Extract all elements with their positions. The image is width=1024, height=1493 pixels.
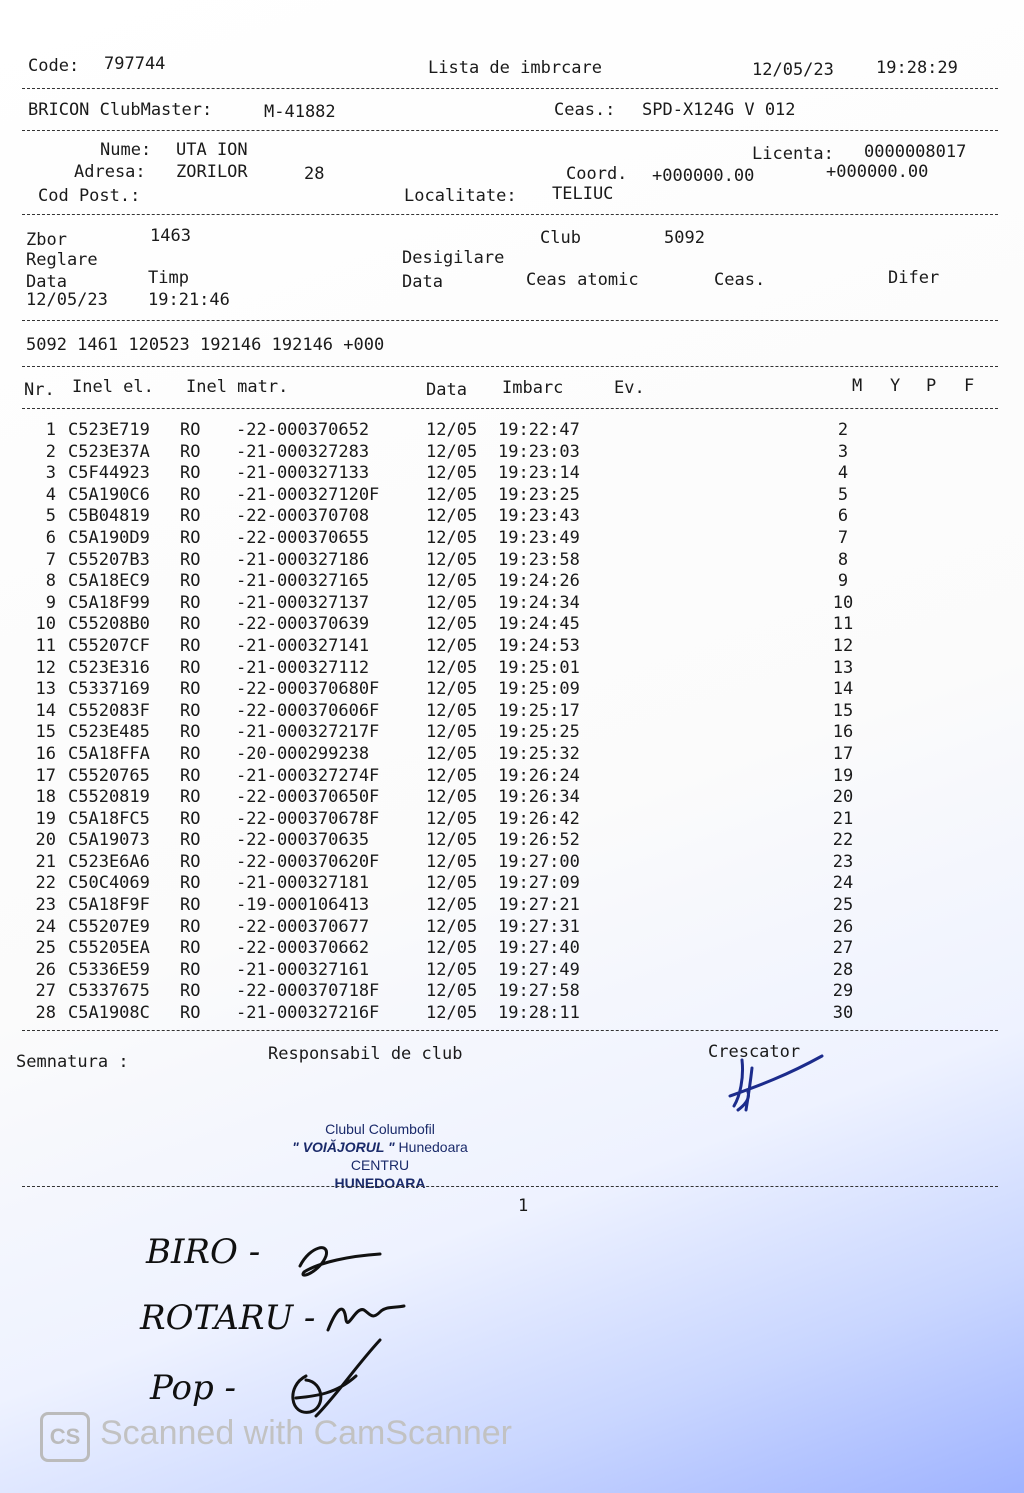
col-inel-el: Inel el. [72,377,154,397]
table-row [28,960,878,982]
electronic-ring: C5A18FC5 [68,808,150,829]
row-number: 22 [35,873,56,894]
table-row [28,766,878,788]
handwritten-signature-3 [276,1336,386,1426]
club-label: Club [540,228,581,248]
country-code: RO [180,592,201,613]
ring-number: -21-000327186 [236,549,370,570]
electronic-ring: C552083F [68,700,150,721]
timp-label: Timp [148,268,189,288]
table-row [28,550,878,572]
position-value: 7 [837,527,849,548]
divider [22,130,998,131]
table-row [28,917,878,939]
arrival-time: 19:27:09 [498,873,580,894]
arrival-date: 12/05 [426,571,478,592]
position-value: 19 [832,765,854,786]
divider [22,366,998,367]
arrival-date: 12/05 [426,441,478,462]
row-number: 2 [45,441,56,462]
country-code: RO [180,527,201,548]
country-code: RO [180,787,201,808]
arrival-date: 12/05 [426,527,478,548]
divider [22,320,998,321]
row-number: 10 [35,614,56,635]
arrival-date: 12/05 [426,851,478,872]
difer-label: Difer [888,268,940,288]
position-value: 30 [832,1003,854,1024]
ring-number: -21-000327283 [236,441,370,462]
coord-value-2: +000000.00 [826,162,929,182]
position-value: 14 [832,679,854,700]
table-row [28,938,878,960]
arrival-time: 19:25:09 [498,679,580,700]
country-code: RO [180,851,201,872]
table-row [28,528,878,550]
row-number: 15 [35,722,56,743]
ring-number: -22-000370678F [236,808,380,829]
table-row [28,658,878,680]
ring-number: -21-000327217F [236,722,380,743]
handwritten-biro: BIRO - [146,1232,261,1272]
ring-number: -22-000370655 [236,527,370,548]
table-row [28,420,878,442]
arrival-date: 12/05 [426,614,478,635]
divider [22,88,998,89]
table-row [28,787,878,809]
electronic-ring: C5337675 [68,981,150,1002]
arrival-date: 12/05 [426,657,478,678]
ring-number: -21-000327112 [236,657,370,678]
row-number: 3 [45,463,56,484]
country-code: RO [180,765,201,786]
ceas-label-2: Ceas. [714,270,766,290]
electronic-ring: C55207CF [68,635,150,656]
col-ev: Ev. [614,378,645,398]
coord-value-1: +000000.00 [652,166,755,186]
position-value: 12 [832,635,854,656]
row-number: 7 [45,549,56,570]
ceas-value: SPD-X124G V 012 [642,100,796,120]
row-number: 17 [35,765,56,786]
localitate-value: TELIUC [552,184,614,204]
ring-number: -22-000370650F [236,787,380,808]
nume-label: Nume: [100,140,152,160]
ring-number: -22-000370639 [236,614,370,635]
electronic-ring: C55208B0 [68,614,150,635]
arrival-date: 12/05 [426,830,478,851]
ring-number: -21-000327133 [236,463,370,484]
country-code: RO [180,571,201,592]
code-value: 797744 [104,54,166,74]
header-time: 19:28:29 [876,58,958,78]
table-row [28,722,878,744]
electronic-ring: C5A190D9 [68,527,150,548]
col-nr: Nr. [24,380,55,400]
table-row [28,873,878,895]
position-value: 13 [832,657,854,678]
reglare-label: Reglare [26,250,98,270]
country-code: RO [180,830,201,851]
country-code: RO [180,938,201,959]
ring-number: -21-000327161 [236,959,370,980]
arrival-time: 19:26:52 [498,830,580,851]
row-number: 21 [35,851,56,872]
desigilare-label: Desigilare [402,248,505,268]
code-label: Code: [28,56,80,76]
ceas-label: Ceas.: [554,100,616,120]
arrival-time: 19:23:43 [498,506,580,527]
arrival-time: 19:27:31 [498,916,580,937]
position-value: 10 [832,592,854,613]
adresa-value: ZORILOR [176,162,248,182]
electronic-ring: C523E6A6 [68,851,150,872]
arrival-date: 12/05 [426,808,478,829]
position-value: 8 [837,549,849,570]
electronic-ring: C5A18FFA [68,743,150,764]
adresa-number: 28 [304,164,325,184]
ring-number: -20-000299238 [236,743,370,764]
arrival-date: 12/05 [426,765,478,786]
country-code: RO [180,679,201,700]
arrival-time: 19:27:00 [498,851,580,872]
row-number: 19 [35,808,56,829]
position-value: 6 [837,506,849,527]
arrival-date: 12/05 [426,959,478,980]
col-y: Y [890,376,901,396]
crescator-label: Crescator [708,1042,801,1062]
table-row [28,809,878,831]
ring-number: -22-000370680F [236,679,380,700]
row-number: 28 [35,1003,56,1024]
position-value: 15 [832,700,854,721]
divider [22,214,998,215]
ring-number: -19-000106413 [236,895,370,916]
cod-post-label: Cod Post.: [38,186,141,206]
country-code: RO [180,743,201,764]
country-code: RO [180,916,201,937]
ring-number: -22-000370677 [236,916,370,937]
ring-number: -21-000327165 [236,571,370,592]
row-number: 9 [45,592,56,613]
table-row [28,1003,878,1025]
arrival-time: 19:27:21 [498,895,580,916]
table-row [28,442,878,464]
electronic-ring: C5B04819 [68,506,150,527]
arrival-time: 19:27:40 [498,938,580,959]
arrival-time: 19:27:49 [498,959,580,980]
arrival-date: 12/05 [426,420,478,440]
table-row [28,895,878,917]
electronic-ring: C55207E9 [68,916,150,937]
arrival-time: 19:24:34 [498,592,580,613]
country-code: RO [180,657,201,678]
arrival-time: 19:23:58 [498,549,580,570]
electronic-ring: C55205EA [68,938,150,959]
zbor-value: 1463 [150,226,191,246]
arrival-date: 12/05 [426,463,478,484]
country-code: RO [180,722,201,743]
arrival-time: 19:25:25 [498,722,580,743]
reglare-date: 12/05/23 [26,290,108,310]
electronic-ring: C5A18EC9 [68,571,150,592]
electronic-ring: C5A19073 [68,830,150,851]
country-code: RO [180,808,201,829]
camscanner-logo: CS [40,1412,90,1462]
col-m: M [852,376,863,396]
electronic-ring: C5337169 [68,679,150,700]
row-number: 20 [35,830,56,851]
row-number: 26 [35,959,56,980]
semnatura-label: Semnatura : [16,1052,129,1072]
electronic-ring: C5520819 [68,787,150,808]
document-title: Lista de imbrcare [428,58,602,78]
ring-number: -22-000370620F [236,851,380,872]
responsabil-label: Responsabil de club [268,1044,463,1064]
row-number: 16 [35,743,56,764]
arrival-time: 19:27:58 [498,981,580,1002]
stamp-line-1: Clubul Columbofil [325,1121,435,1137]
arrival-time: 19:23:25 [498,484,580,505]
arrival-date: 12/05 [426,787,478,808]
crescator-signature [712,1048,842,1118]
arrival-date: 12/05 [426,549,478,570]
country-code: RO [180,484,201,505]
country-code: RO [180,873,201,894]
divider [22,1186,998,1187]
zbor-label: Zbor [26,230,67,250]
ring-number: -22-000370635 [236,830,370,851]
stamp-city: Hunedoara [398,1139,468,1155]
club-master-label: BRICON ClubMaster: [28,100,213,120]
row-number: 12 [35,657,56,678]
arrival-date: 12/05 [426,873,478,894]
position-value: 9 [837,571,849,592]
country-code: RO [180,463,201,484]
row-number: 25 [35,938,56,959]
position-value: 27 [832,938,854,959]
header-date: 12/05/23 [752,60,834,80]
row-number: 13 [35,679,56,700]
arrival-time: 19:23:14 [498,463,580,484]
arrival-time: 19:24:26 [498,571,580,592]
stamp-club-name: " VOIĂJORUL " [292,1139,395,1155]
table-row [28,463,878,485]
position-value: 11 [832,614,854,635]
arrival-date: 12/05 [426,700,478,721]
row-number: 8 [45,571,56,592]
country-code: RO [180,895,201,916]
arrival-date: 12/05 [426,484,478,505]
ring-number: -21-000327274F [236,765,380,786]
arrival-date: 12/05 [426,635,478,656]
row-number: 18 [35,787,56,808]
handwritten-pop: Pop - [150,1368,237,1408]
col-data: Data [426,380,467,400]
club-value: 5092 [664,228,705,248]
table-row [28,981,878,1003]
divider [22,408,998,409]
row-number: 23 [35,895,56,916]
arrival-date: 12/05 [426,981,478,1002]
stamp-line-3: CENTRU [350,1157,410,1173]
stamp-line-4: HUNEDOARA [334,1175,426,1191]
table-row [28,485,878,507]
electronic-ring: C523E485 [68,722,150,743]
position-value: 2 [837,420,849,440]
localitate-label: Localitate: [404,186,517,206]
camscanner-watermark: Scanned with CamScanner [100,1414,513,1452]
arrival-date: 12/05 [426,743,478,764]
col-f: F [964,376,975,396]
electronic-ring: C5A190C6 [68,484,150,505]
ring-number: -22-000370606F [236,700,380,721]
electronic-ring: C523E719 [68,420,150,440]
table-row [28,571,878,593]
country-code: RO [180,959,201,980]
data-label: Data [26,272,67,292]
handwritten-signature-1 [290,1236,390,1286]
country-code: RO [180,549,201,570]
position-value: 20 [832,787,854,808]
arrival-date: 12/05 [426,938,478,959]
arrival-time: 19:25:01 [498,657,580,678]
position-value: 22 [832,830,854,851]
position-value: 17 [832,743,854,764]
handwritten-rotaru: ROTARU - [140,1298,316,1338]
arrival-date: 12/05 [426,679,478,700]
country-code: RO [180,635,201,656]
arrival-date: 12/05 [426,916,478,937]
row-number: 27 [35,981,56,1002]
table-row [28,506,878,528]
club-master-value: M-41882 [264,102,336,122]
adresa-label: Adresa: [74,162,146,182]
electronic-ring: C50C4069 [68,873,150,894]
row-number: 6 [45,527,56,548]
col-imbarc: Imbarc [502,378,564,398]
country-code: RO [180,700,201,721]
flight-code-line: 5092 1461 120523 192146 192146 +000 [26,335,385,355]
table-row [28,614,878,636]
electronic-ring: C5520765 [68,765,150,786]
club-stamp [260,1120,500,1192]
row-number: 5 [45,506,56,527]
arrival-time: 19:26:42 [498,808,580,829]
electronic-ring: C5A1908C [68,1003,150,1024]
arrival-time: 19:24:53 [498,635,580,656]
arrival-time: 19:23:49 [498,527,580,548]
table-row [28,852,878,874]
row-number: 14 [35,700,56,721]
table-row [28,679,878,701]
country-code: RO [180,981,201,1002]
col-inel-matr: Inel matr. [186,377,289,397]
arrival-time: 19:26:34 [498,787,580,808]
arrival-time: 19:24:45 [498,614,580,635]
col-p: P [926,376,937,396]
ring-number: -22-000370662 [236,938,370,959]
ring-number: -22-000370718F [236,981,380,1002]
row-number: 11 [35,635,56,656]
electronic-ring: C523E316 [68,657,150,678]
electronic-ring: C5336E59 [68,959,150,980]
position-value: 21 [832,808,854,829]
table-row [28,830,878,852]
arrival-date: 12/05 [426,592,478,613]
divider [22,1030,998,1031]
electronic-ring: C5A18F99 [68,592,150,613]
position-value: 3 [837,441,849,462]
ring-number: -21-000327120F [236,484,380,505]
arrival-time: 19:25:17 [498,700,580,721]
licenta-value: 0000008017 [864,142,967,162]
arrival-date: 12/05 [426,1003,478,1024]
ring-number: -21-000327141 [236,635,370,656]
country-code: RO [180,506,201,527]
country-code: RO [180,1003,201,1024]
table-row [28,636,878,658]
position-value: 29 [832,981,854,1002]
position-value: 16 [832,722,854,743]
row-number: 1 [45,420,56,440]
arrival-time: 19:28:11 [498,1003,580,1024]
arrival-time: 19:25:32 [498,743,580,764]
electronic-ring: C5F44923 [68,463,150,484]
arrival-table [28,420,878,1025]
electronic-ring: C523E37A [68,441,150,462]
ring-number: -22-000370652 [236,420,370,440]
licenta-label: Licenta: [752,144,834,164]
reglare-time: 19:21:46 [148,290,230,310]
position-value: 23 [832,851,854,872]
arrival-date: 12/05 [426,722,478,743]
country-code: RO [180,441,201,462]
arrival-date: 12/05 [426,506,478,527]
country-code: RO [180,420,201,440]
table-row [28,744,878,766]
position-value: 25 [832,895,854,916]
position-value: 5 [837,484,849,505]
arrival-time: 19:23:03 [498,441,580,462]
data-label-2: Data [402,272,443,292]
table-row [28,593,878,615]
page-number: 1 [518,1196,529,1216]
ring-number: -21-000327216F [236,1003,380,1024]
arrival-date: 12/05 [426,895,478,916]
position-value: 28 [832,959,854,980]
position-value: 4 [837,463,849,484]
ceas-atomic-label: Ceas atomic [526,270,639,290]
row-number: 4 [45,484,56,505]
handwritten-signature-2 [320,1290,410,1340]
arrival-time: 19:26:24 [498,765,580,786]
country-code: RO [180,614,201,635]
arrival-time: 19:22:47 [498,420,580,440]
row-number: 24 [35,916,56,937]
position-value: 26 [832,916,854,937]
ring-number: -21-000327137 [236,592,370,613]
table-row [28,701,878,723]
nume-value: UTA ION [176,140,248,160]
position-value: 24 [832,873,854,894]
electronic-ring: C55207B3 [68,549,150,570]
electronic-ring: C5A18F9F [68,895,150,916]
ring-number: -22-000370708 [236,506,370,527]
coord-label: Coord. [566,164,628,184]
ring-number: -21-000327181 [236,873,370,894]
